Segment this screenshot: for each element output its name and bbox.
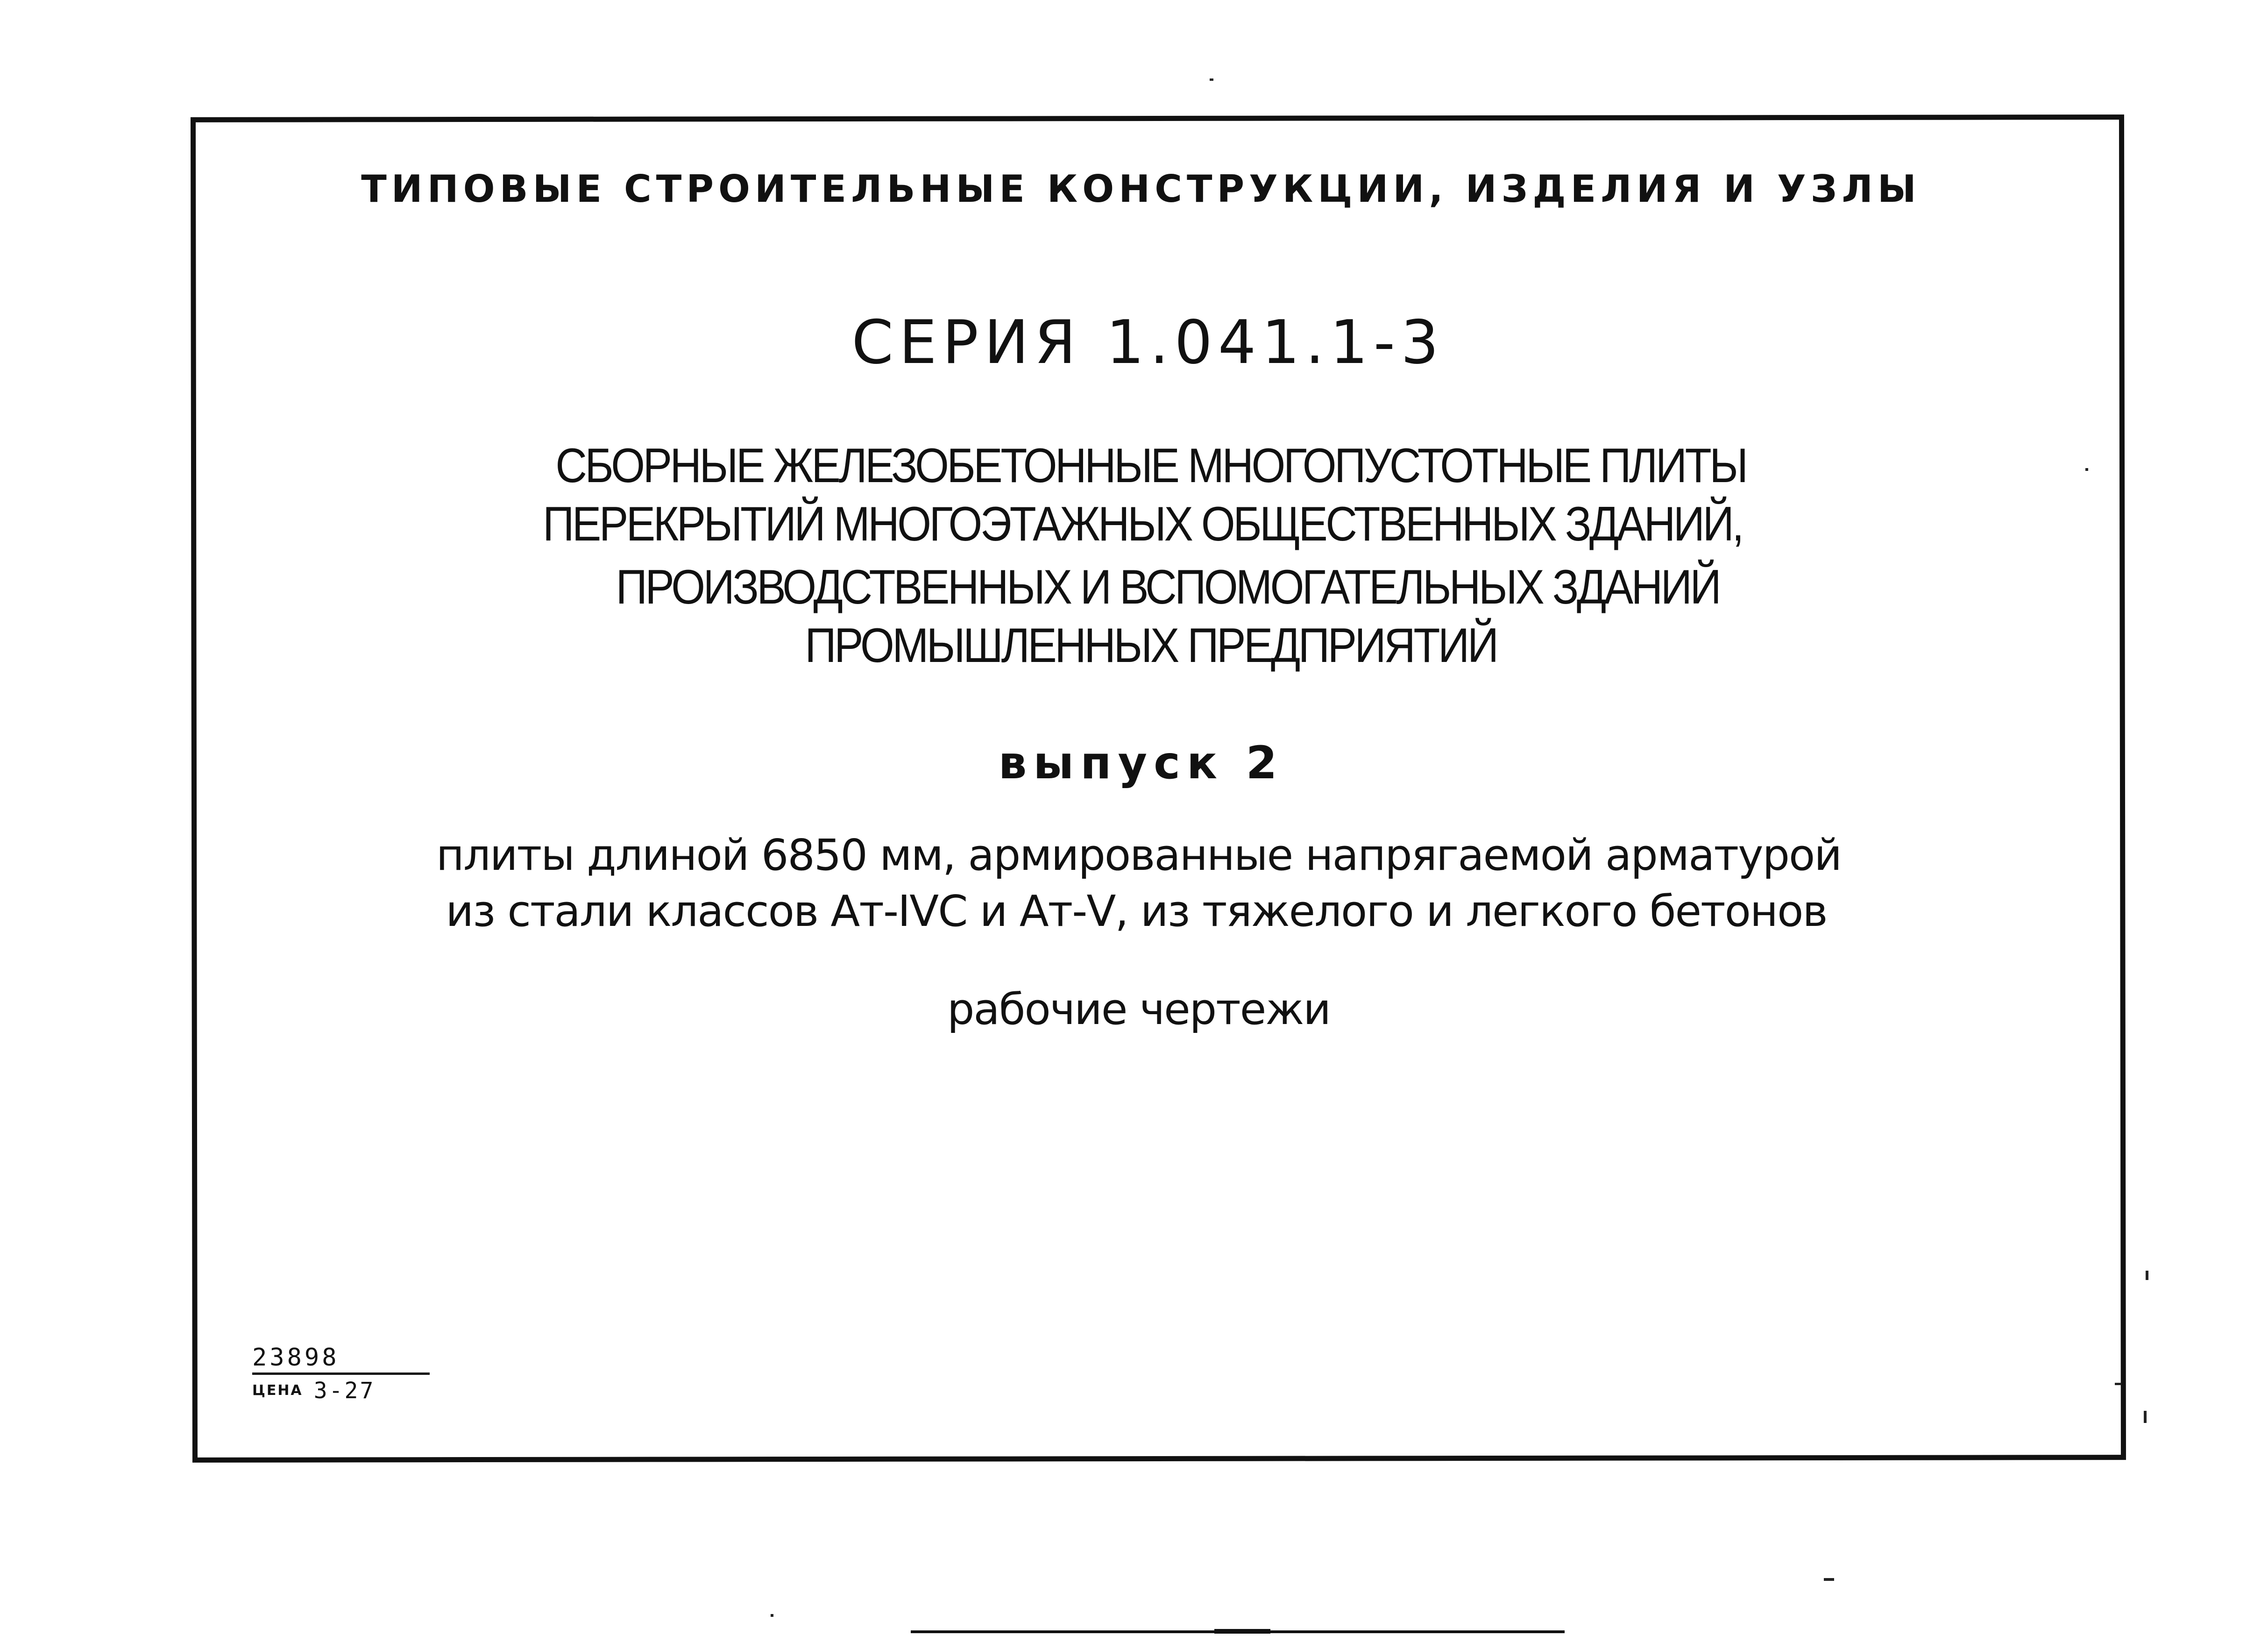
catalog-stamp xyxy=(252,1345,439,1402)
title-line-4: ПРОМЫШЛЕННЫХ ПРЕДПРИЯТИЙ xyxy=(805,619,1497,673)
title-line-2: ПЕРЕКРЫТИЙ МНОГОЭТАЖНЫХ ОБЩЕСТВЕННЫХ ЗДАНИЙ, xyxy=(543,497,1742,551)
price-label: ЦЕНА xyxy=(252,1382,303,1399)
scan-speck xyxy=(2115,1383,2121,1385)
price-value: 3-27 xyxy=(313,1378,376,1404)
title-line-3: ПРОИЗВОДСТВЕННЫХ И ВСПОМОГАТЕЛЬНЫХ ЗДАНИЙ xyxy=(616,560,1720,614)
drawings-label: рабочие чертежи xyxy=(947,984,1330,1034)
bottom-rule xyxy=(911,1630,1565,1633)
scan-speck xyxy=(771,1614,773,1617)
scan-speck xyxy=(2146,1271,2148,1280)
document-header: ТИПОВЫЕ СТРОИТЕЛЬНЫЕ КОНСТРУКЦИИ, ИЗДЕЛИЯ И УЗЛЫ xyxy=(361,167,1921,211)
catalog-number: 23898 xyxy=(252,1345,430,1375)
series-number: СЕРИЯ 1.041.1-3 xyxy=(851,308,1445,377)
scan-speck xyxy=(1210,78,1213,81)
title-line-1: СБОРНЫЕ ЖЕЛЕЗОБЕТОННЫЕ МНОГОПУСТОТНЫЕ ПЛИТЫ xyxy=(555,439,1746,493)
description-line-1: плиты длиной 6850 мм, армированные напрягаемой арматурой xyxy=(436,830,1842,880)
scan-speck xyxy=(1824,1578,1834,1581)
price-row xyxy=(252,1380,439,1402)
issue-number: выпуск 2 xyxy=(998,737,1284,789)
scan-speck xyxy=(2144,1411,2147,1423)
description-line-2: из стали классов Ат-IVC и Ат-V, из тяжелого и легкого бетонов xyxy=(446,886,1827,936)
scan-speck xyxy=(2085,468,2088,471)
